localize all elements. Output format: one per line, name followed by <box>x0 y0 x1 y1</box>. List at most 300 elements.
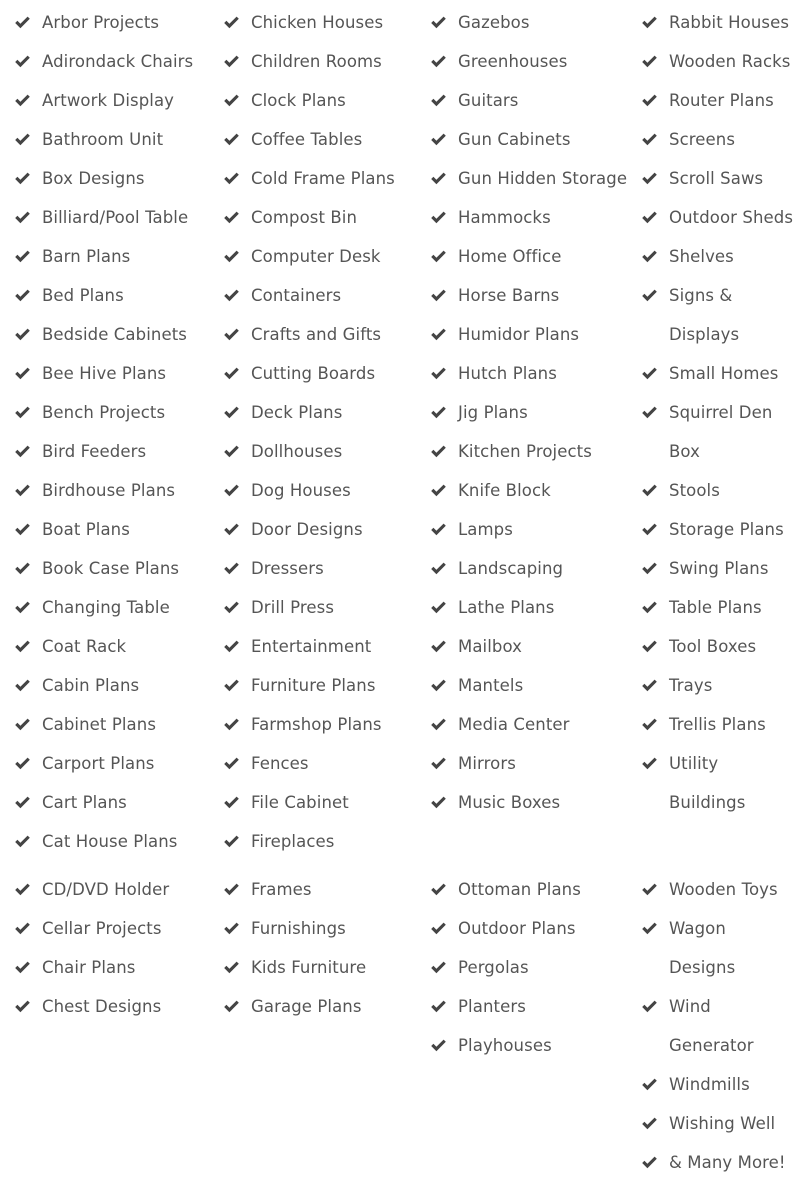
list-item-label: Chest Designs <box>42 997 162 1016</box>
list-item-label: Playhouses <box>458 1036 552 1055</box>
list-item <box>430 120 635 159</box>
list-item <box>223 909 428 948</box>
list-item <box>14 783 214 822</box>
list-item-label: Utility Buildings <box>669 754 746 812</box>
list-item <box>223 120 428 159</box>
check-icon <box>14 922 31 935</box>
check-icon <box>14 835 31 848</box>
list-item <box>430 159 635 198</box>
list-item-label: Wooden Racks <box>669 52 791 71</box>
check-icon <box>14 406 31 419</box>
list-item-label: Music Boxes <box>458 793 561 812</box>
check-icon <box>223 172 240 185</box>
list-item <box>430 3 635 42</box>
check-icon <box>14 133 31 146</box>
list-item <box>641 393 796 471</box>
list-item <box>223 627 428 666</box>
list-item-label: Router Plans <box>669 91 774 110</box>
list-item <box>223 549 428 588</box>
list-item <box>430 627 635 666</box>
list-item-label: Drill Press <box>251 598 335 617</box>
check-icon <box>14 94 31 107</box>
list-item-label: Coat Rack <box>42 637 127 656</box>
list-item-label: Storage Plans <box>669 520 784 539</box>
list-item-label: Knife Block <box>458 481 551 500</box>
list-item-label: Trellis Plans <box>669 715 766 734</box>
list-item <box>223 3 428 42</box>
list-item <box>223 822 428 861</box>
check-icon <box>430 445 447 458</box>
list-item <box>223 666 428 705</box>
check-icon <box>641 94 658 107</box>
list-item <box>14 666 214 705</box>
check-icon <box>430 679 447 692</box>
list-item-label: Children Rooms <box>251 52 382 71</box>
list-item <box>641 705 796 744</box>
list-item-label: Table Plans <box>669 598 762 617</box>
list-item-label: Lathe Plans <box>458 598 555 617</box>
list-item-label: Adirondack Chairs <box>42 52 194 71</box>
list-item-label: Small Homes <box>669 364 779 383</box>
list-item <box>641 237 796 276</box>
list-item-label: Carport Plans <box>42 754 155 773</box>
list-item <box>223 744 428 783</box>
list-item-label: Lamps <box>458 520 513 539</box>
list-item-label: Chair Plans <box>42 958 136 977</box>
list-item-label: Changing Table <box>42 598 170 617</box>
list-item <box>223 987 428 1026</box>
list-item-label: Furnishings <box>251 919 346 938</box>
check-icon <box>14 718 31 731</box>
list-item-label: Bed Plans <box>42 286 124 305</box>
list-item <box>223 354 428 393</box>
check-icon <box>223 16 240 29</box>
list-item <box>14 432 214 471</box>
list-item-label: Deck Plans <box>251 403 343 422</box>
check-icon <box>430 16 447 29</box>
list-item <box>430 783 635 822</box>
list-item-label: Hammocks <box>458 208 551 227</box>
list-item <box>223 948 428 987</box>
check-icon <box>223 796 240 809</box>
check-icon <box>641 679 658 692</box>
list-item <box>14 870 214 909</box>
check-icon <box>430 562 447 575</box>
list-item <box>641 510 796 549</box>
list-item-label: Shelves <box>669 247 734 266</box>
check-icon <box>641 250 658 263</box>
check-icon <box>641 562 658 575</box>
check-icon <box>641 1117 658 1130</box>
check-icon <box>223 679 240 692</box>
list-item-label: Landscaping <box>458 559 564 578</box>
check-icon <box>430 961 447 974</box>
list-item <box>14 948 214 987</box>
list-item-label: Rabbit Houses <box>669 13 790 32</box>
list-item-label: Outdoor Plans <box>458 919 576 938</box>
list-item-label: Home Office <box>458 247 562 266</box>
list-item <box>223 42 428 81</box>
check-icon <box>641 523 658 536</box>
check-icon <box>223 961 240 974</box>
list-item-label: Bee Hive Plans <box>42 364 167 383</box>
check-icon <box>430 640 447 653</box>
check-icon <box>14 1000 31 1013</box>
check-icon <box>223 406 240 419</box>
list-item <box>641 1104 796 1143</box>
list-item-label: Containers <box>251 286 342 305</box>
list-item <box>430 549 635 588</box>
list-item <box>14 198 214 237</box>
check-icon <box>430 1000 447 1013</box>
list-item-label: Trays <box>669 676 713 695</box>
check-icon <box>223 883 240 896</box>
list-item <box>14 822 214 861</box>
check-icon <box>430 211 447 224</box>
check-icon <box>223 289 240 302</box>
list-item-label: Planters <box>458 997 526 1016</box>
check-icon <box>641 883 658 896</box>
list-item <box>14 81 214 120</box>
list-item <box>430 198 635 237</box>
check-icon <box>14 883 31 896</box>
list-item-label: Scroll Saws <box>669 169 764 188</box>
list-item-label: Kitchen Projects <box>458 442 592 461</box>
check-icon <box>14 757 31 770</box>
check-icon <box>223 1000 240 1013</box>
list-item-label: Horse Barns <box>458 286 560 305</box>
list-item <box>223 471 428 510</box>
check-icon <box>223 718 240 731</box>
check-icon <box>430 133 447 146</box>
check-icon <box>430 796 447 809</box>
check-icon <box>14 961 31 974</box>
list-item <box>223 393 428 432</box>
check-icon <box>14 679 31 692</box>
list-item-label: File Cabinet <box>251 793 349 812</box>
list-item <box>641 870 796 909</box>
check-icon <box>223 562 240 575</box>
list-item <box>223 315 428 354</box>
list-item-label: Chicken Houses <box>251 13 384 32</box>
list-item <box>641 198 796 237</box>
check-icon <box>223 757 240 770</box>
check-icon <box>641 640 658 653</box>
list-item <box>223 159 428 198</box>
list-item-label: Gun Cabinets <box>458 130 571 149</box>
list-item-label: Mirrors <box>458 754 516 773</box>
check-icon <box>223 640 240 653</box>
check-icon <box>14 796 31 809</box>
check-icon <box>430 757 447 770</box>
list-item-label: Cart Plans <box>42 793 127 812</box>
check-icon <box>430 250 447 263</box>
list-item-label: Arbor Projects <box>42 13 160 32</box>
list-item-label: Clock Plans <box>251 91 346 110</box>
check-icon <box>223 922 240 935</box>
list-item-label: Garage Plans <box>251 997 362 1016</box>
check-icon <box>14 289 31 302</box>
list-item-label: Coffee Tables <box>251 130 363 149</box>
list-item <box>223 432 428 471</box>
list-item <box>641 909 796 987</box>
list-item-label: Guitars <box>458 91 519 110</box>
list-item-label: Jig Plans <box>458 403 528 422</box>
list-item-label: Birdhouse Plans <box>42 481 176 500</box>
list-item-label: Wagon Designs <box>669 919 736 977</box>
check-icon <box>14 601 31 614</box>
list-item-label: Cabinet Plans <box>42 715 157 734</box>
plans-column-3 <box>430 3 635 822</box>
list-item-label: Gun Hidden Storage <box>458 169 628 188</box>
list-item <box>223 783 428 822</box>
list-item-label: & Many More! <box>669 1153 786 1172</box>
check-icon <box>641 289 658 302</box>
list-item <box>430 276 635 315</box>
list-item-label: Dog Houses <box>251 481 351 500</box>
check-icon <box>430 94 447 107</box>
list-item-label: Hutch Plans <box>458 364 557 383</box>
check-icon <box>641 1078 658 1091</box>
list-item <box>430 909 635 948</box>
list-item <box>430 987 635 1026</box>
list-item <box>641 81 796 120</box>
list-item <box>641 666 796 705</box>
check-icon <box>223 94 240 107</box>
list-item <box>641 627 796 666</box>
check-icon <box>641 133 658 146</box>
check-icon <box>641 1000 658 1013</box>
check-icon <box>641 211 658 224</box>
list-item-label: Dollhouses <box>251 442 343 461</box>
list-item <box>14 627 214 666</box>
list-item-label: Dressers <box>251 559 324 578</box>
check-icon <box>223 367 240 380</box>
list-item-label: Cold Frame Plans <box>251 169 395 188</box>
list-item <box>430 666 635 705</box>
check-icon <box>14 640 31 653</box>
list-item <box>223 81 428 120</box>
list-item <box>641 3 796 42</box>
check-icon <box>430 367 447 380</box>
list-item <box>14 237 214 276</box>
check-icon <box>14 172 31 185</box>
list-item <box>430 588 635 627</box>
check-icon <box>641 172 658 185</box>
list-item <box>641 549 796 588</box>
list-item-label: Book Case Plans <box>42 559 180 578</box>
check-icon <box>641 757 658 770</box>
check-icon <box>430 523 447 536</box>
list-item <box>430 315 635 354</box>
list-item <box>14 42 214 81</box>
list-item <box>641 1143 796 1182</box>
list-item <box>14 549 214 588</box>
list-item <box>430 705 635 744</box>
list-item-label: Outdoor Sheds <box>669 208 794 227</box>
list-item-label: Boat Plans <box>42 520 130 539</box>
list-item <box>14 159 214 198</box>
check-icon <box>430 406 447 419</box>
list-item <box>14 315 214 354</box>
list-item <box>430 1026 635 1065</box>
list-item <box>14 510 214 549</box>
plans-column-3 <box>430 870 635 1065</box>
list-item <box>430 870 635 909</box>
list-item <box>641 120 796 159</box>
check-icon <box>223 484 240 497</box>
list-item <box>14 471 214 510</box>
list-item <box>14 705 214 744</box>
list-item <box>430 393 635 432</box>
list-item-label: Bird Feeders <box>42 442 147 461</box>
list-item-label: Greenhouses <box>458 52 568 71</box>
list-item <box>641 744 796 822</box>
list-item <box>430 432 635 471</box>
check-icon <box>430 718 447 731</box>
check-icon <box>14 250 31 263</box>
plans-column-4 <box>641 3 796 822</box>
list-item-label: Swing Plans <box>669 559 769 578</box>
check-icon <box>14 484 31 497</box>
plans-column-4 <box>641 870 796 1182</box>
list-item <box>223 510 428 549</box>
list-item-label: Wishing Well <box>669 1114 776 1133</box>
list-item-label: Fireplaces <box>251 832 335 851</box>
check-icon <box>223 523 240 536</box>
list-item-label: Humidor Plans <box>458 325 580 344</box>
check-icon <box>641 55 658 68</box>
list-item <box>641 276 796 354</box>
list-item-label: Signs & Displays <box>669 286 740 344</box>
list-item <box>430 42 635 81</box>
check-icon <box>641 922 658 935</box>
check-icon <box>223 445 240 458</box>
list-item <box>14 120 214 159</box>
list-item-label: Screens <box>669 130 736 149</box>
list-item-label: Bench Projects <box>42 403 166 422</box>
list-item-label: Door Designs <box>251 520 363 539</box>
list-item-label: Tool Boxes <box>669 637 757 656</box>
check-icon <box>641 1156 658 1169</box>
plans-column-2 <box>223 3 428 861</box>
plans-column-1 <box>14 3 214 861</box>
check-icon <box>430 484 447 497</box>
list-item-label: Billiard/Pool Table <box>42 208 189 227</box>
list-item <box>14 3 214 42</box>
list-item <box>14 354 214 393</box>
list-item-label: Cabin Plans <box>42 676 140 695</box>
list-item-label: Wooden Toys <box>669 880 778 899</box>
check-icon <box>223 55 240 68</box>
list-item-label: Entertainment <box>251 637 372 656</box>
list-item-label: Squirrel Den Box <box>669 403 773 461</box>
list-item-label: Furniture Plans <box>251 676 376 695</box>
check-icon <box>14 55 31 68</box>
list-item <box>14 909 214 948</box>
list-item <box>430 81 635 120</box>
list-item <box>223 198 428 237</box>
check-icon <box>430 922 447 935</box>
list-item-label: Bedside Cabinets <box>42 325 187 344</box>
list-item <box>14 393 214 432</box>
list-item-label: Ottoman Plans <box>458 880 581 899</box>
list-item-label: CD/DVD Holder <box>42 880 170 899</box>
check-icon <box>14 16 31 29</box>
list-item <box>14 588 214 627</box>
check-icon <box>14 367 31 380</box>
check-icon <box>14 523 31 536</box>
list-item <box>223 237 428 276</box>
plans-column-1 <box>14 870 214 1026</box>
check-icon <box>641 601 658 614</box>
check-icon <box>223 250 240 263</box>
check-icon <box>641 718 658 731</box>
check-icon <box>14 445 31 458</box>
check-icon <box>641 367 658 380</box>
list-item-label: Bathroom Unit <box>42 130 164 149</box>
list-item-label: Compost Bin <box>251 208 358 227</box>
list-item-label: Media Center <box>458 715 570 734</box>
list-item-label: Wind Generator <box>669 997 754 1055</box>
check-icon <box>223 601 240 614</box>
list-item <box>641 42 796 81</box>
check-icon <box>14 211 31 224</box>
check-icon <box>430 883 447 896</box>
list-item-label: Box Designs <box>42 169 145 188</box>
list-item <box>14 987 214 1026</box>
list-item <box>641 159 796 198</box>
check-icon <box>430 601 447 614</box>
list-item <box>641 471 796 510</box>
list-item-label: Cutting Boards <box>251 364 376 383</box>
list-item-label: Computer Desk <box>251 247 381 266</box>
check-icon <box>223 328 240 341</box>
list-item-label: Mailbox <box>458 637 523 656</box>
list-item-label: Gazebos <box>458 13 530 32</box>
list-item-label: Stools <box>669 481 720 500</box>
list-item <box>430 510 635 549</box>
list-item-label: Crafts and Gifts <box>251 325 382 344</box>
list-item-label: Barn Plans <box>42 247 131 266</box>
list-item <box>430 237 635 276</box>
check-icon <box>14 562 31 575</box>
plans-column-2 <box>223 870 428 1026</box>
list-item <box>223 588 428 627</box>
check-icon <box>641 406 658 419</box>
check-icon <box>430 55 447 68</box>
list-item-label: Fences <box>251 754 309 773</box>
list-item <box>641 588 796 627</box>
check-icon <box>223 835 240 848</box>
list-item <box>641 354 796 393</box>
list-item <box>641 1065 796 1104</box>
list-item <box>430 744 635 783</box>
list-item-label: Farmshop Plans <box>251 715 382 734</box>
list-item <box>223 276 428 315</box>
check-icon <box>430 289 447 302</box>
list-item <box>14 744 214 783</box>
list-item-label: Frames <box>251 880 312 899</box>
check-icon <box>641 16 658 29</box>
list-item-label: Artwork Display <box>42 91 175 110</box>
list-item <box>14 276 214 315</box>
check-icon <box>223 133 240 146</box>
list-item-label: Cat House Plans <box>42 832 178 851</box>
check-icon <box>223 211 240 224</box>
check-icon <box>430 328 447 341</box>
list-item <box>223 705 428 744</box>
